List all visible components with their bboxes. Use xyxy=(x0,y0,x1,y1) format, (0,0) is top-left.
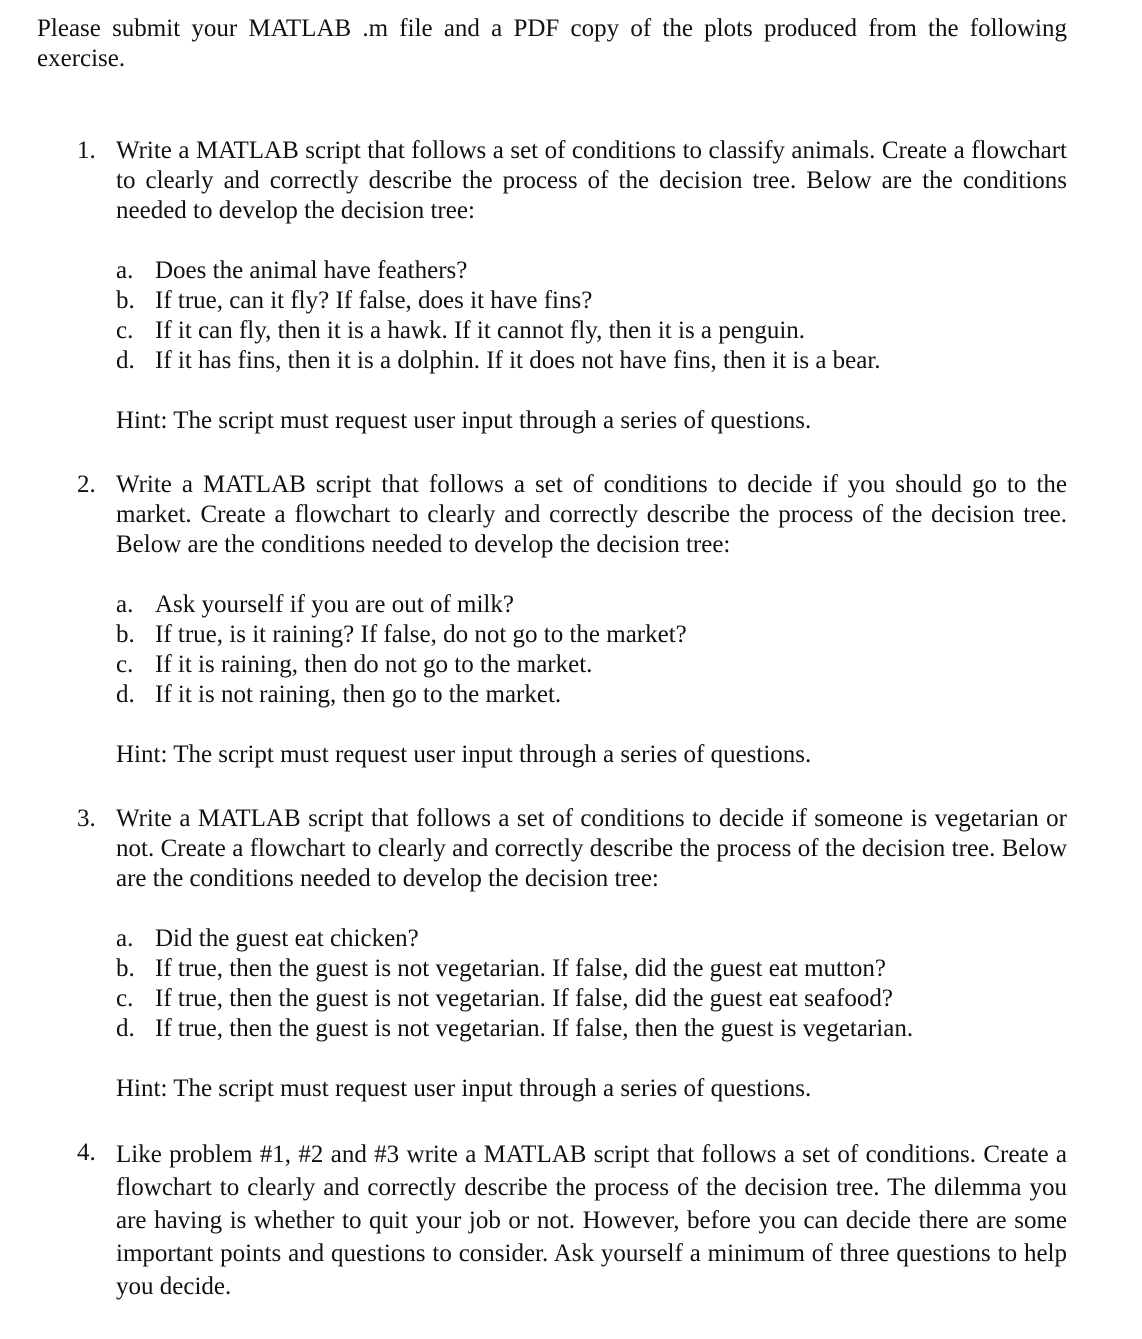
condition-text: If true, then the guest is not vegetarian. If false, did the guest eat mutton? xyxy=(155,955,887,982)
condition-item xyxy=(116,1014,1067,1044)
condition-text: If it is not raining, then go to the market. xyxy=(155,681,562,708)
condition-letter: c. xyxy=(116,651,134,678)
condition-item xyxy=(116,650,1067,680)
hint-text: Hint: The script must request user input through a series of questions. xyxy=(116,741,812,768)
problem-1 xyxy=(77,136,1067,436)
condition-text: If true, can it fly? If false, does it have fins? xyxy=(155,287,593,314)
condition-text: If true, then the guest is not vegetarian. If false, then the guest is vegetarian. xyxy=(155,1015,914,1042)
hint-text: Hint: The script must request user input through a series of questions. xyxy=(116,407,812,434)
condition-text: If true, is it raining? If false, do not go to the market? xyxy=(155,621,687,648)
problem-3 xyxy=(77,804,1067,1104)
condition-list xyxy=(116,924,1067,1044)
problem-number: 1. xyxy=(77,137,96,164)
condition-letter: b. xyxy=(116,287,135,314)
condition-letter: d. xyxy=(116,681,135,708)
condition-item xyxy=(116,256,1067,286)
condition-letter: a. xyxy=(116,257,134,284)
problem-body xyxy=(116,804,1067,1104)
condition-letter: a. xyxy=(116,591,134,618)
problem-text: Write a MATLAB script that follows a set of conditions to classify animals. Create a flowchart to clearly and correctly describe the process of the decision tree. Below are the conditions needed to develop the decision tree: xyxy=(116,137,1067,224)
condition-list xyxy=(116,256,1067,376)
condition-list xyxy=(116,590,1067,710)
condition-text: If it can fly, then it is a hawk. If it cannot fly, then it is a penguin. xyxy=(155,317,806,344)
intro-paragraph: Please submit your MATLAB .m file and a PDF copy of the plots produced from the following exercise. xyxy=(37,15,1067,72)
condition-item xyxy=(116,924,1067,954)
condition-text: Does the animal have feathers? xyxy=(155,257,468,284)
problem-body xyxy=(116,1138,1067,1303)
condition-item xyxy=(116,620,1067,650)
problem-4 xyxy=(77,1138,1067,1303)
problem-number: 2. xyxy=(77,471,96,498)
condition-letter: c. xyxy=(116,317,134,344)
condition-item xyxy=(116,954,1067,984)
condition-letter: a. xyxy=(116,925,134,952)
condition-text: If it is raining, then do not go to the market. xyxy=(155,651,593,678)
problem-number: 3. xyxy=(77,805,96,832)
problem-body xyxy=(116,470,1067,770)
problem-body xyxy=(116,136,1067,436)
condition-text: Ask yourself if you are out of milk? xyxy=(155,591,514,618)
condition-letter: b. xyxy=(116,621,135,648)
condition-text: Did the guest eat chicken? xyxy=(155,925,419,952)
problem-text: Write a MATLAB script that follows a set of conditions to decide if you should go to the market. Create a flowchart to clearly and correctly describe the process of the decision tree. Below are the conditions needed to develop the decision tree: xyxy=(116,471,1067,558)
condition-letter: d. xyxy=(116,347,135,374)
problem-text: Like problem #1, #2 and #3 write a MATLAB script that follows a set of conditions. Create a flowchart to clearly and correctly describe the process of the decision tree. The dilemma you are having is whether to quit your job or not. However, before you can decide there are some important points and questions to consider. Ask yourself a minimum of three questions to help you decide. xyxy=(116,1141,1067,1300)
condition-letter: b. xyxy=(116,955,135,982)
condition-letter: d. xyxy=(116,1015,135,1042)
condition-item xyxy=(116,346,1067,376)
condition-item xyxy=(116,680,1067,710)
condition-item xyxy=(116,316,1067,346)
condition-item xyxy=(116,984,1067,1014)
hint-text: Hint: The script must request user input through a series of questions. xyxy=(116,1075,812,1102)
condition-letter: c. xyxy=(116,985,134,1012)
condition-item xyxy=(116,286,1067,316)
condition-text: If true, then the guest is not vegetarian. If false, did the guest eat seafood? xyxy=(155,985,893,1012)
condition-text: If it has fins, then it is a dolphin. If it does not have fins, then it is a bear. xyxy=(155,347,881,374)
condition-item xyxy=(116,590,1067,620)
problem-text: Write a MATLAB script that follows a set of conditions to decide if someone is vegetarian or not. Create a flowchart to clearly and correctly describe the process of the decision tree. Below are the conditions needed to develop the decision tree: xyxy=(116,805,1067,892)
problem-2 xyxy=(77,470,1067,770)
problem-number: 4. xyxy=(77,1139,96,1166)
